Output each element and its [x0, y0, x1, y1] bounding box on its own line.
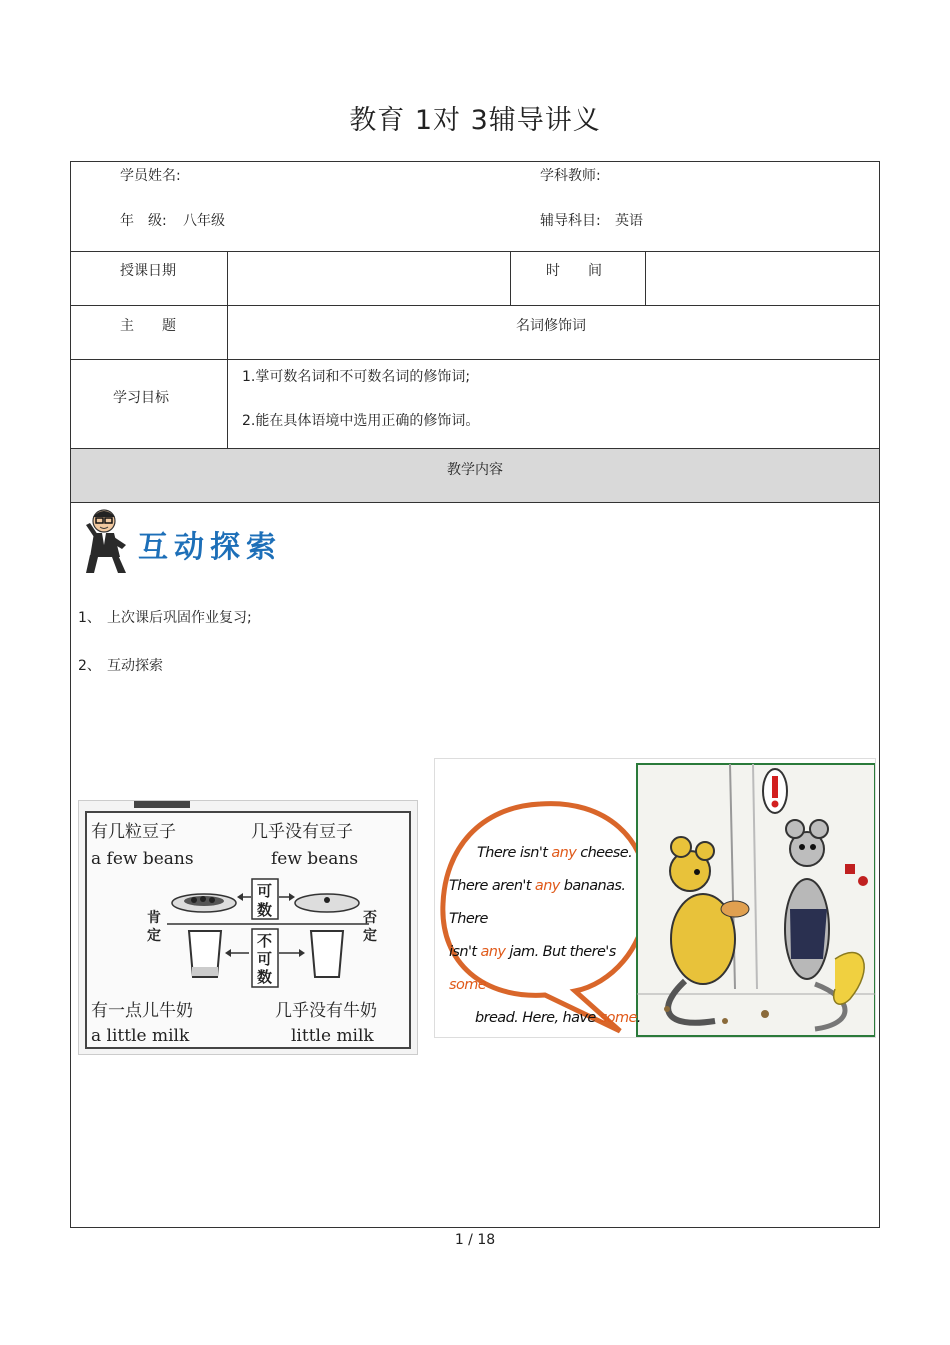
list-item: 互动探索	[107, 658, 163, 674]
negative-label: 定	[363, 928, 377, 944]
goal-item: 1.掌可数名词和不可数名词的修饰词;	[242, 369, 471, 385]
grade-label: 年 级:	[120, 213, 167, 229]
countable-label: 可	[257, 882, 273, 900]
comic-text: bananas. There	[449, 878, 626, 927]
few-beans-positive-en: a few beans	[91, 849, 194, 869]
subject-label: 辅导科目:	[540, 213, 601, 229]
positive-label: 定	[147, 928, 161, 944]
teacher-cartoon-icon	[84, 505, 132, 577]
comic-text: There aren't	[449, 878, 535, 894]
little-milk-negative-en: little milk	[291, 1026, 374, 1046]
subject-value: 英语	[615, 213, 643, 229]
countable-label: 数	[257, 901, 273, 919]
comic-text: There isn't	[477, 845, 552, 861]
comic-highlight: any	[551, 845, 577, 861]
comic-text: cheese.	[576, 845, 633, 861]
banner-title: 互动探索	[138, 530, 282, 565]
topic-label: 主 题	[120, 318, 176, 334]
comic-speech-text	[447, 837, 647, 1035]
comic-text: bread. Here, have	[475, 1010, 600, 1026]
comic-text: .	[636, 1010, 641, 1026]
negative-label: 否	[363, 910, 377, 926]
uncountable-label: 数	[257, 968, 273, 986]
little-milk-positive-en: a little milk	[91, 1026, 190, 1046]
date-label: 授课日期	[120, 263, 176, 279]
comic-highlight: any	[534, 878, 560, 894]
page-title: 教育 1对 3辅导讲义	[349, 105, 601, 136]
student-name-label: 学员姓名:	[120, 168, 181, 184]
few-beans-negative-cn: 几乎没有豆子	[251, 822, 353, 842]
comic-text: jam. But there's	[505, 944, 616, 960]
list-number: 1、	[78, 610, 101, 626]
list-number: 2、	[78, 658, 101, 674]
grade-value: 八年级	[183, 213, 225, 229]
comic-highlight: any	[480, 944, 506, 960]
comic-image	[434, 758, 876, 1038]
positive-label: 肯	[147, 910, 161, 926]
uncountable-label: 不	[257, 932, 273, 950]
goals-label: 学习目标	[113, 390, 169, 406]
goal-item: 2.能在具体语境中选用正确的修饰词。	[242, 413, 480, 429]
list-item: 上次课后巩固作业复习;	[107, 610, 252, 626]
little-milk-negative-cn: 几乎没有牛奶	[275, 1001, 377, 1021]
few-beans-positive-cn: 有几粒豆子	[91, 822, 176, 842]
comic-highlight: some	[599, 1010, 637, 1026]
uncountable-label: 可	[257, 950, 273, 968]
teacher-label: 学科教师:	[540, 168, 601, 184]
time-label: 时 间	[546, 263, 602, 279]
little-milk-positive-cn: 有一点儿牛奶	[91, 1001, 193, 1021]
quantifier-diagram	[78, 800, 418, 1055]
topic-value: 名词修饰词	[516, 318, 586, 334]
page-number: 1 / 18	[454, 1232, 496, 1248]
content-header: 教学内容	[447, 462, 503, 478]
few-beans-negative-en: few beans	[271, 849, 359, 869]
comic-highlight: some	[449, 977, 487, 993]
comic-text: isn't	[449, 944, 481, 960]
